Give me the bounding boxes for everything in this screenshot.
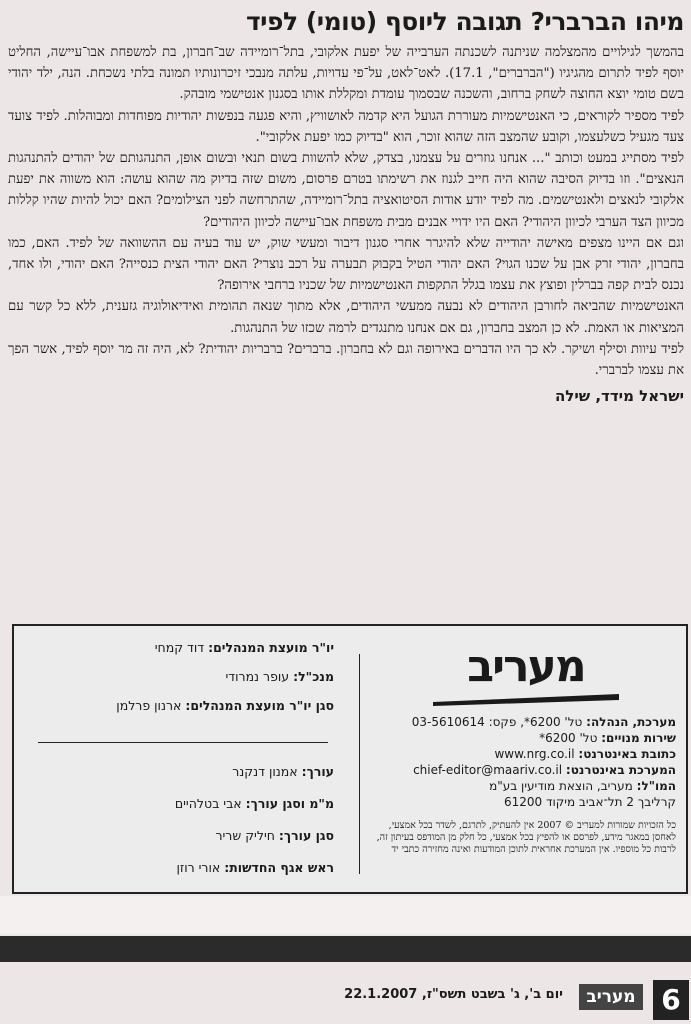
article-body [8, 42, 684, 381]
copyright-notice: כל הזכויות שמורות למעריב © 2007 אין להעתיק, לתרגם, לשדר בכל אמצעי, לאחסן במאגר מידע, לפרסם או להפיץ בכל אמצעי, כל חלק מן המודפס בעיתון זה, לרבות כל מוספיו. אין המערכת אחראית לתוכן המודעות ואינה מחזירה כתבי יד [376, 820, 676, 855]
issue-date: יום ב', ג' בשבט תשס"ז, 22.1.2007 [344, 987, 563, 1002]
contact-line: מערכת, הנהלה: טל' 6200*, פקס: 03-5610614 [411, 715, 676, 729]
contact-line: המו"ל: מעריב, הוצאת מודיעין בע"מ [489, 779, 676, 793]
article-paragraph: וגם אם היינו מצפים מאישה יהודייה שלא להיגרר אחרי סגנון דיבור ומעשי שוק, יש עוד בעיה עם ההשוואה של לפיד. האם, כמו בחברון, יהודי זרק אבן על שכנו הגוי? האם יהודי הטיל בקבוק תבערה על רכב נוצרי? האם יהודי הצית כנסייה? האם יהודי, ולו אחד, נכנס לבית קפה בברלין ופוצץ את עצמו בגלל התקפות האנטישמיות של שכניו ברחבי אירופה? [8, 235, 684, 294]
page-footer [0, 970, 691, 1024]
maariv-logo: מעריב [467, 641, 585, 692]
staff-entry: מנכ"ל: עופר נמרודי [225, 669, 334, 684]
staff-divider [38, 742, 328, 743]
bleed-through-area [0, 896, 691, 934]
management-staff [34, 640, 334, 727]
contact-line: המערכת באינטרנט: chief-editor@maariv.co.il [413, 763, 676, 777]
contact-line: שירות מנויים: טל' 6200* [539, 731, 676, 745]
staff-entry: סגן עורך: חיליק שריר [215, 828, 334, 843]
staff-entry: עורך: אמנון דנקנר [232, 764, 334, 779]
contact-line: כתובת באינטרנט: www.nrg.co.il [494, 747, 676, 761]
article-paragraph: לפיד עיוות וסילף ושיקר. לא כך היו הדברים באירופה וגם לא בחברון. ברברים? ברבריות יהודית? לא, היה זה מר יוסף לפיד, אשר הפך את עצמו לברברי. [8, 341, 684, 379]
article-headline: מיהו הברברי? תגובה ליוסף (טומי) לפיד [245, 7, 684, 36]
editorial-staff [34, 764, 334, 892]
article-paragraph: האנטישמיות שהביאה לחורבן היהודים לא נבעה ממעשי היהודים, אלא מתוך שנאה תהומית ואידיאולוגיה גזענית, ללא כל קשר עם המציאות או האמת. לא כן המצב בחברון, גם אם אנחנו מתנגדים לרמה שכזו של התנהגות. [8, 299, 684, 336]
staff-entry: מ"מ וסגן עורך: אבי בטלהיים [174, 796, 334, 811]
article-signature: ישראל מידד, שילה [554, 387, 684, 406]
staff-entry: ראש אגף החדשות: אורי רוזן [176, 860, 334, 875]
logo-swoosh-icon [431, 692, 621, 706]
article-paragraph: בהמשך לגילויים מהמצלמה שניתנה לשכנתה הערבייה של יפעת אלקובי, בתל־רומיידה שב־חברון, בת למשפחת אבו־עיישה, החליט יוסף לפיד לתרום מהגיגיו ("הברברים", 17.1). לאט־לאט, על־פי עדויות, עלתה מנבכי זיכרונותיו תמונה בלתי נשכחת. הנה, ילד יהודי בשם טומי יוצא החוצה לשחק ברחוב, והשכנה שבסמוך עומדת ומקללת אותו בסגנון אנטישמי מובהק. [8, 45, 684, 103]
article-paragraph: לפיד מספיר לקוראים, כי האנטישמיות מעוררת הגועל היא קדמה לאושוויץ, והיא פגעה בנפשות יהודיות מפוחדות ומבוהלות. לפיד צועד צעד מגעיל כשלעצמו, וקובע שהמצב הזה שהוא זוכר, הוא "בדיוק כמו יפעת אלקובי". [8, 108, 684, 145]
letter-article [8, 6, 684, 614]
page-number: 6 [653, 980, 689, 1020]
footer-band [0, 936, 691, 962]
contact-line: קרליבך 2 תל־אביב מיקוד 61200 [503, 795, 676, 809]
masthead-logo-column [376, 636, 676, 886]
staff-entry: סגן יו"ר מועצת המנהלים: ארנון פרלמן [116, 698, 334, 713]
column-divider [359, 654, 360, 874]
staff-entry: יו"ר מועצת המנהלים: דוד קמחי [154, 640, 334, 655]
footer-logo: מעריב [579, 984, 643, 1010]
article-paragraph: לפיד מסתייג במעט וכותב "... אנחנו גוזרים על עצמנו, בצדק, שלא להשוות בשום תנאי ובשום אופן, התנהגותם של יהודים להתנהגות הנאצים". וזו בדיוק הסיבה שהוא היה חייב לגנוז את רשימתו בטרם פרסום, משום שזה בדיוק מה שהוא עושה: הוא משווה את יפעת אלקובי לנאצים ולאנטישמים. מה לפיד יודע אודות הסיטואציה בתל־רומיידה, שהתרחשה לפני הצילומים? האם יכול להיות שהיו קללות מכיוון הצד הערבי לכיוון היהודי? האם היו ידויי אבנים מבית משפחת אבו־עיישה לכיוון היהודים? [8, 151, 684, 230]
contact-info [376, 714, 676, 810]
masthead-box [12, 624, 688, 894]
